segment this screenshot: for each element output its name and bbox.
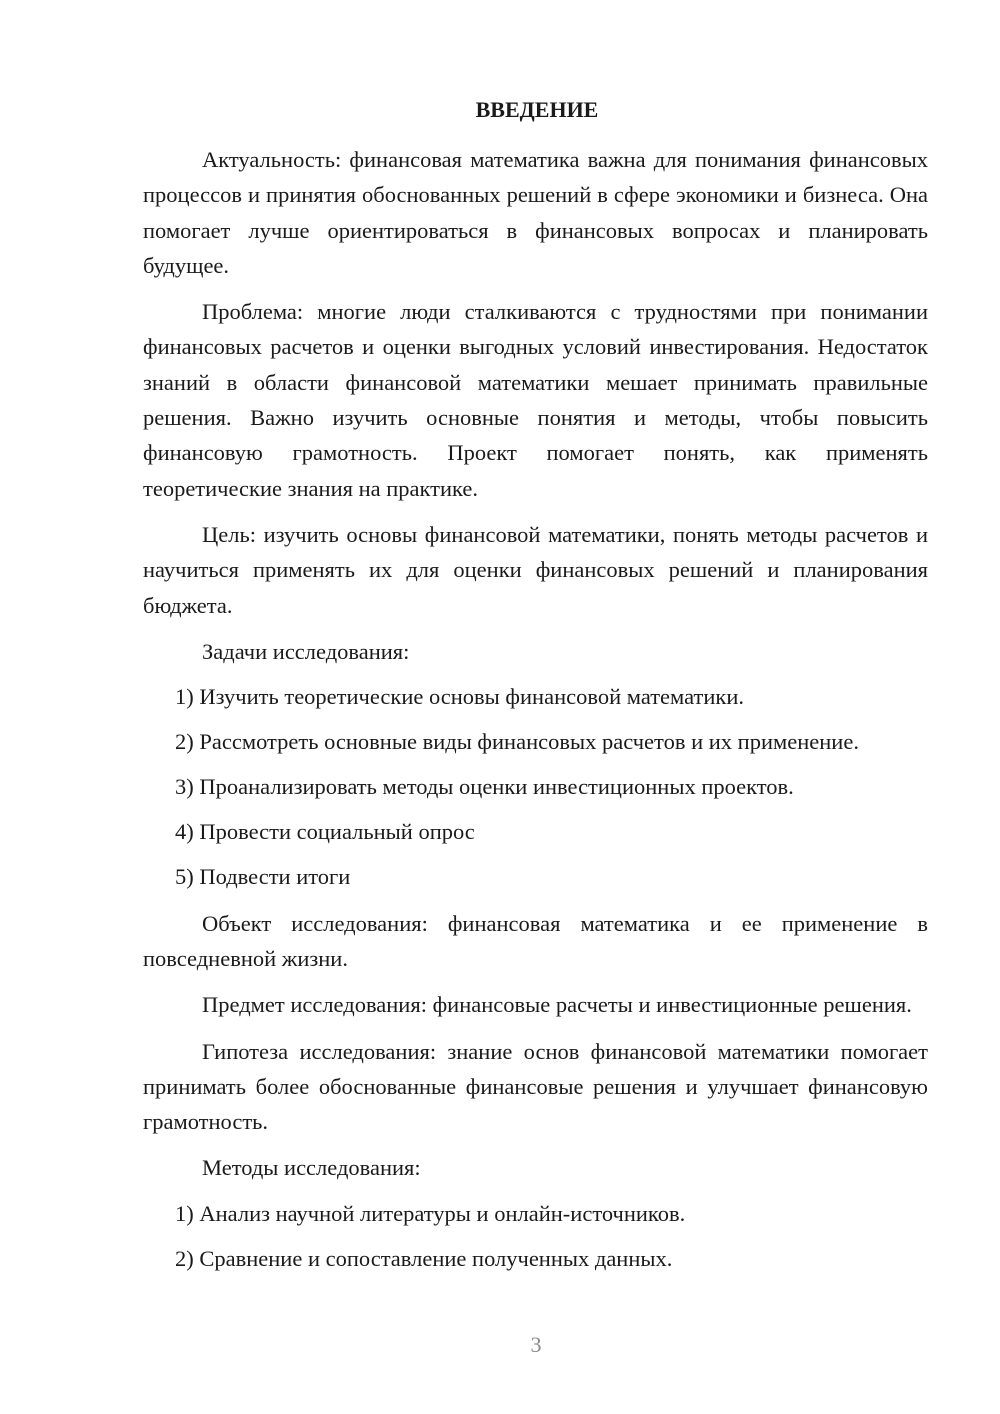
relevance-paragraph: Актуальность: финансовая математика важна для понимания финансовых процессов и принятия обоснованных решений в сфере экономики и бизнеса. Она помогает лучше ориентироваться в финансовых вопросах и планировать будущее. (143, 147, 928, 278)
subject-paragraph: Предмет исследования: финансовые расчеты и инвестиционные решения. (202, 992, 912, 1018)
tasks-heading: Задачи исследования: (202, 638, 410, 664)
methods-heading: Методы исследования: (202, 1155, 421, 1181)
task-item: 1) Изучить теоретические основы финансовой математики. (175, 683, 745, 709)
task-item: 2) Рассмотреть основные виды финансовых расчетов и их применение. (175, 729, 859, 755)
method-item: 1) Анализ научной литературы и онлайн-источников. (175, 1200, 686, 1226)
method-item: 2) Сравнение и сопоставление полученных данных. (175, 1245, 673, 1271)
object-paragraph: Объект исследования: финансовая математика и ее применение в повседневной жизни. (143, 910, 928, 971)
hypothesis-paragraph: Гипотеза исследования: знание основ финансовой математики помогает принимать более обоснованные финансовые решения и улучшает финансовую грамотность. (143, 1038, 928, 1135)
goal-paragraph: Цель: изучить основы финансовой математики, понять методы расчетов и научиться применять их для оценки финансовых решений и планирования бюджета. (143, 521, 928, 618)
task-item: 4) Провести социальный опрос (175, 819, 475, 845)
task-item: 5) Подвести итоги (175, 864, 351, 890)
page-content (143, 95, 928, 1276)
problem-paragraph: Проблема: многие люди сталкиваются с трудностями при понимании финансовых расчетов и оценки выгодных условий инвестирования. Недостаток знаний в области финансовой математики мешает принимать правильные решения. Важно изучить основные понятия и методы, чтобы повысить финансовую грамотность. Проект помогает понять, как применять теоретические знания на практике. (143, 299, 928, 501)
page-number: 3 (530, 1332, 542, 1357)
task-item: 3) Проанализировать методы оценки инвестиционных проектов. (175, 774, 794, 800)
section-title: ВВЕДЕНИЕ (475, 97, 599, 122)
